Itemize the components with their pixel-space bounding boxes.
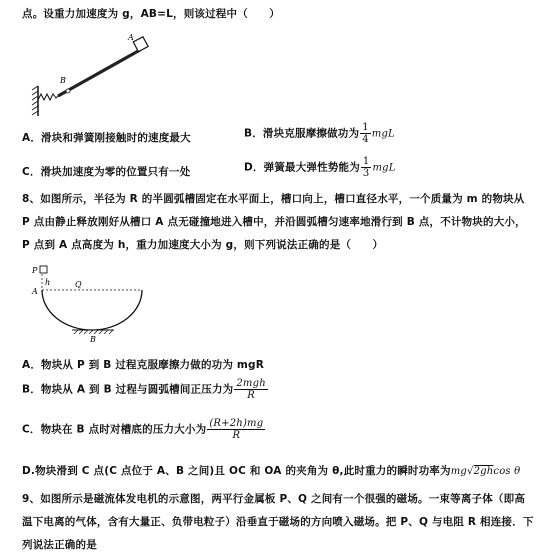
label-a: A [128,33,134,42]
q8-stem-line-2: P 点由静止释放刚好从槽口 A 点无碰撞地进入槽中，并沿圆弧槽匀速率地滑行到 B 点，不计物块的大小， [22,216,526,228]
incline-spring-figure [28,30,163,120]
q9-stem-line-1: 9、如图所示是磁流体发电机的示意图，两平行金属板 P、Q 之间有一个很强的磁场。一束等离子体（即高 [22,493,526,505]
semicircle-trough-figure [28,262,158,344]
q7-option-b [244,122,395,145]
spring [38,94,60,100]
incline-rod [58,50,140,96]
label-b: B [60,76,66,85]
q8-stem-line-1: 8、如图所示，半径为 R 的半圆弧槽固定在水平面上，槽口向上，槽口直径水平，一个质量为 m 的物块从 [22,193,525,205]
q7-option-b-fraction: $\frac{1}{4}$ [362,122,369,145]
block [133,37,148,52]
q8-option-d-cos: cos θ [493,466,521,477]
q7-option-b-tail: mgL [371,128,395,140]
q7-option-d-fraction: $\frac{1}{3}$ [362,156,370,179]
q7-option-d [244,156,396,179]
fig2-label-a: A [32,287,38,296]
fig2-label-h: h [45,278,51,287]
q8-option-b-fraction: $\frac{\text{2mgh}}{R}$ [236,378,266,401]
q8-option-d-text: D.物块滑到 C 点(C 点位于 A、B 之间)且 OC 和 OA 的夹角为 θ,此时重力的瞬时功率为 [22,465,451,477]
block-p [40,266,47,273]
q9-stem-line-2: 温下电离的气体，含有大量正、负带电粒子）沿垂直于磁场的方向喷入磁场。把 P、Q 与电阻 R 相连接．下 [22,516,534,528]
q7-option-b-text: B．滑块克服摩擦做功为 [244,127,360,140]
q8-option-d [22,463,520,478]
q8-option-b [22,378,269,401]
q7-option-c: C．滑块加速度为零的位置只有一处 [22,166,191,178]
q7-option-a: A．滑块和弹簧刚接触时的速度最大 [22,132,191,144]
header-line: 点。设重力加速度为 g，AB=L，则该过程中（ ） [22,8,280,20]
q7-option-d-tail: mgL [372,162,396,174]
q7-option-d-text: D．弹簧最大弹性势能为 [244,161,360,174]
q8-option-c-text: C．物块在 B 点时对槽底的压力大小为 [22,423,207,436]
q8-option-c [22,418,266,441]
q8-option-b-text: B．物块从 A 到 B 过程与圆弧槽间正压力为 [22,383,234,396]
fig2-label-b: B [90,335,96,344]
trough-arc [42,290,142,330]
fig2-label-q: Q [75,280,82,289]
q8-option-d-mg: mg [450,466,467,477]
q8-option-d-sqrt: √2gh [467,466,494,477]
fig2-label-p: P [32,266,38,275]
q9-stem-line-3: 列说法正确的是 [22,539,97,551]
point-b-dot [66,89,70,93]
q8-option-c-fraction: $\frac{(R+2h)mg}{R}$ [209,418,264,441]
q8-option-a: A．物块从 P 到 B 过程克服摩擦力做的功为 mgR [22,359,265,371]
q8-stem-line-3: P 点到 A 点高度为 h，重力加速度大小为 g，则下列说法正确的是（ ） [22,239,384,251]
